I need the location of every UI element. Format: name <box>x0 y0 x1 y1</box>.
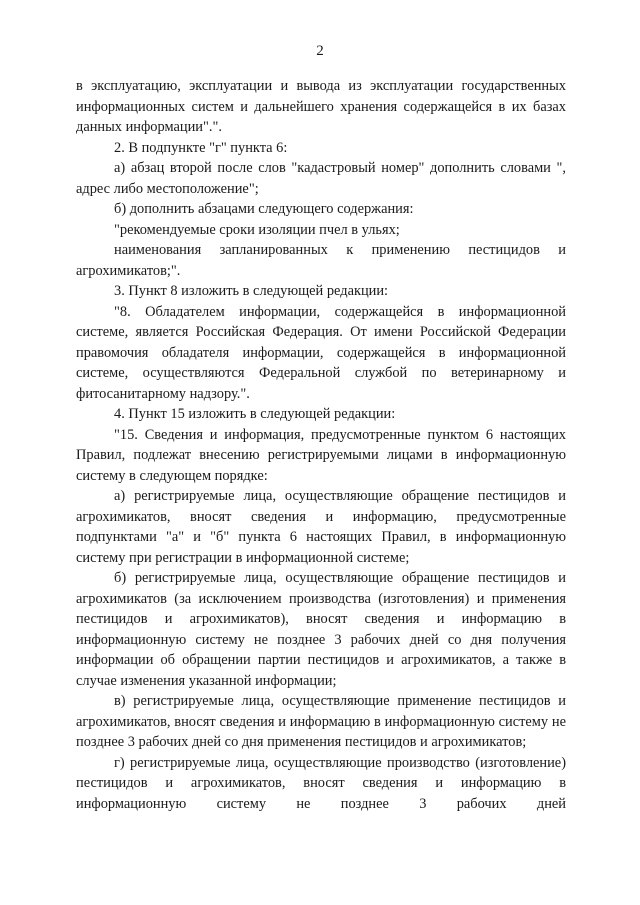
document-body <box>76 76 566 814</box>
paragraph-item-2: 2. В подпункте "г" пункта 6: <box>114 139 288 156</box>
paragraph-point-8: "8. Обладателем информации, содержащейся в информационной системе, является Российская Федерация. От имени Российской Федерации правомочия обладателя информации, содержащейся в информационной системе, осуществляются Федеральной службой по ветеринарному и фитосанитарному надзору.". <box>76 303 566 402</box>
paragraph-point-15-a: а) регистрируемые лица, осуществляющие обращение пестицидов и агрохимикатов, вносят сведения и информацию, предусмотренные подпунктами "а" и "б" пункта 6 настоящих Правил, в информационную систему при регистрации в информационной системе; <box>76 488 566 566</box>
paragraph-point-15-b: б) регистрируемые лица, осуществляющие обращение пестицидов и агрохимикатов (за исключением производства (изготовления) и применения пестицидов и агрохимикатов), вносят сведения и информацию в информационную систему не позднее 3 рабочих дней со дня получения информации об обращении партии пестицидов и агрохимикатов, а также в случае изменения указанной информации; <box>76 570 566 689</box>
paragraph-continuation: в эксплуатацию, эксплуатации и вывода из эксплуатации государственных информационных систем и дальнейшего хранения содержащейся в их базах данных информации".". <box>76 78 566 135</box>
paragraph-item-4: 4. Пункт 15 изложить в следующей редакции: <box>114 406 396 422</box>
paragraph-point-15-g: г) регистрируемые лица, осуществляющие производство (изготовление) пестицидов и агрохимикатов, вносят сведения и информацию в информационную систему не позднее 3 рабочих дней <box>76 754 566 812</box>
paragraph-subitem-b: б) дополнить абзацами следующего содержания: <box>114 201 414 217</box>
paragraph-subitem-a: а) абзац второй после слов "кадастровый номер" дополнить словами ", адрес либо местоположение"; <box>76 160 566 197</box>
paragraph-point-15-v: в) регистрируемые лица, осуществляющие применение пестицидов и агрохимикатов, вносят сведения и информацию в информационную систему не позднее 3 рабочих дней со дня применения пестицидов и агрохимикатов; <box>76 693 566 750</box>
paragraph-item-3: 3. Пункт 8 изложить в следующей редакции: <box>114 283 389 299</box>
paragraph-quote-bees: "рекомендуемые сроки изоляции пчел в ульях; <box>114 221 400 238</box>
page-number: 2 <box>316 43 324 59</box>
paragraph-quote-pesticides: наименования запланированных к применению пестицидов и агрохимикатов;". <box>76 242 566 279</box>
paragraph-point-15: "15. Сведения и информация, предусмотренные пунктом 6 настоящих Правил, подлежат внесению регистрируемыми лицами в информационную систему в следующем порядке: <box>76 426 566 484</box>
